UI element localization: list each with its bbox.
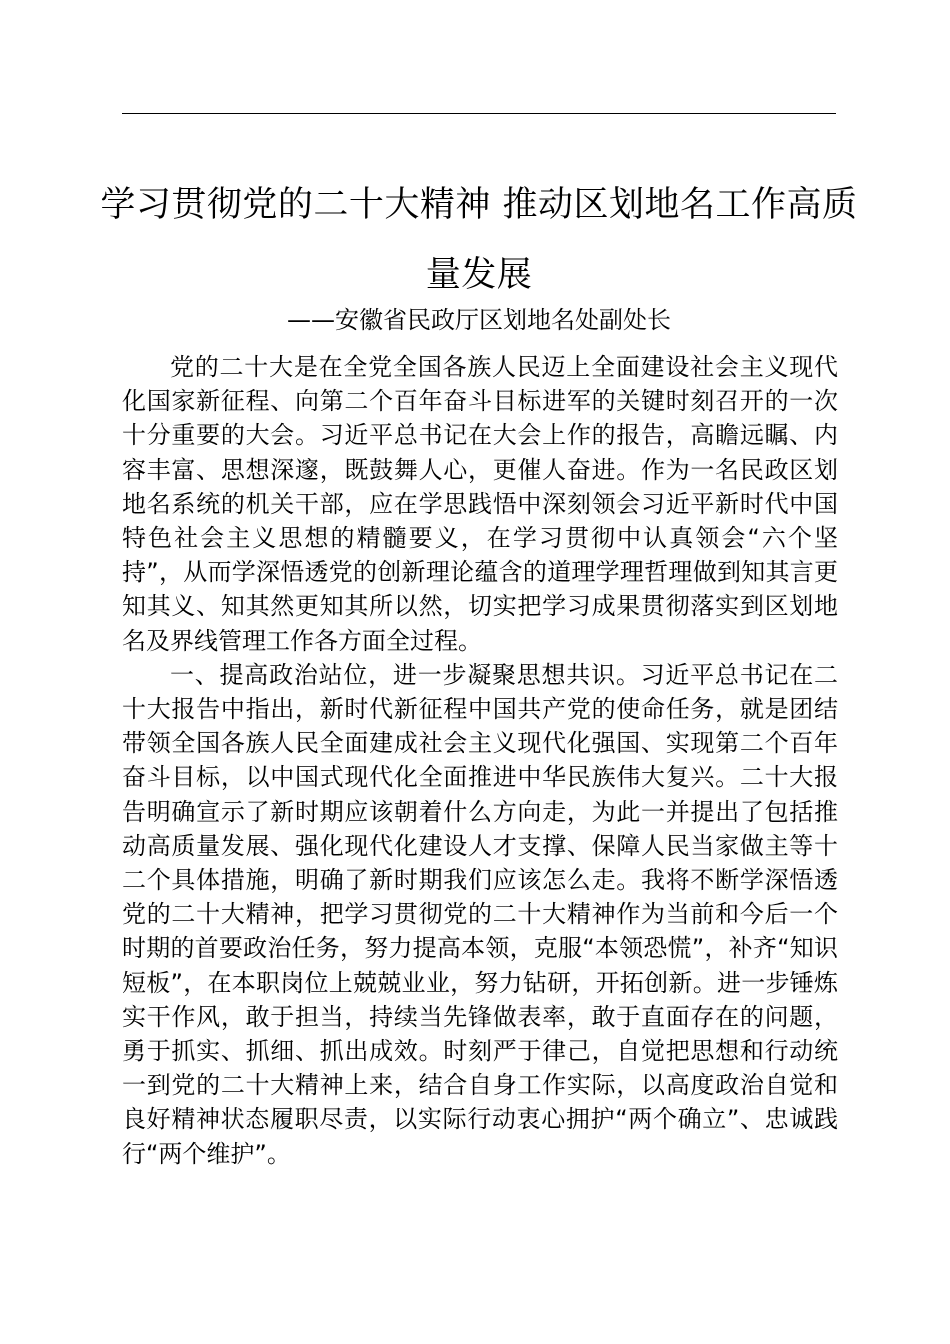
document-body xyxy=(122,350,838,1171)
document-subtitle: ——安徽省民政厅区划地名处副处长 xyxy=(287,306,671,334)
document-title: 学习贯彻党的二十大精神 推动区划地名工作高质量发展 xyxy=(100,185,858,295)
header-rule xyxy=(122,113,836,114)
paragraph: 一、提高政治站位，进一步凝聚思想共识。习近平总书记在二十大报告中指出，新时代新征程中国共产党的使命任务，就是团结带领全国各族人民全面建成社会主义现代化强国、实现第二个百年奋斗目标，以中国式现代化全面推进中华民族伟大复兴。二十大报告明确宣示了新时期应该朝着什么方向走，为此一并提出了包括推动高质量发展、强化现代化建设人才支撑、保障人民当家做主等十二个具体措施，明确了新时期我们应该怎么走。我将不断学深悟透党的二十大精神，把学习贯彻党的二十大精神作为当前和今后一个时期的首要政治任务，努力提高本领，克服“本领恐慌”，补齐“知识短板”，在本职岗位上兢兢业业，努力钻研，开拓创新。进一步锤炼实干作风，敢于担当，持续当先锋做表率，敢于直面存在的问题，勇于抓实、抓细、抓出成效。时刻严于律己，自觉把思想和行动统一到党的二十大精神上来，结合自身工作实际，以高度政治自觉和良好精神状态履职尽责，以实际行动衷心拥护“两个确立”、忠诚践行“两个维护”。 xyxy=(122,660,838,1168)
paragraph: 党的二十大是在全党全国各族人民迈上全面建设社会主义现代化国家新征程、向第二个百年奋斗目标进军的关键时刻召开的一次十分重要的大会。习近平总书记在大会上作的报告，高瞻远瞩、内容丰富、思想深邃，既鼓舞人心，更催人奋进。作为一名民政区划地名系统的机关干部，应在学思践悟中深刻领会习近平新时代中国特色社会主义思想的精髓要义，在学习贯彻中认真领会“六个坚持”，从而学深悟透党的创新理论蕴含的道理学理哲理做到知其言更知其义、知其然更知其所以然，切实把学习成果贯彻落实到区划地名及界线管理工作各方面全过程。 xyxy=(122,353,838,655)
